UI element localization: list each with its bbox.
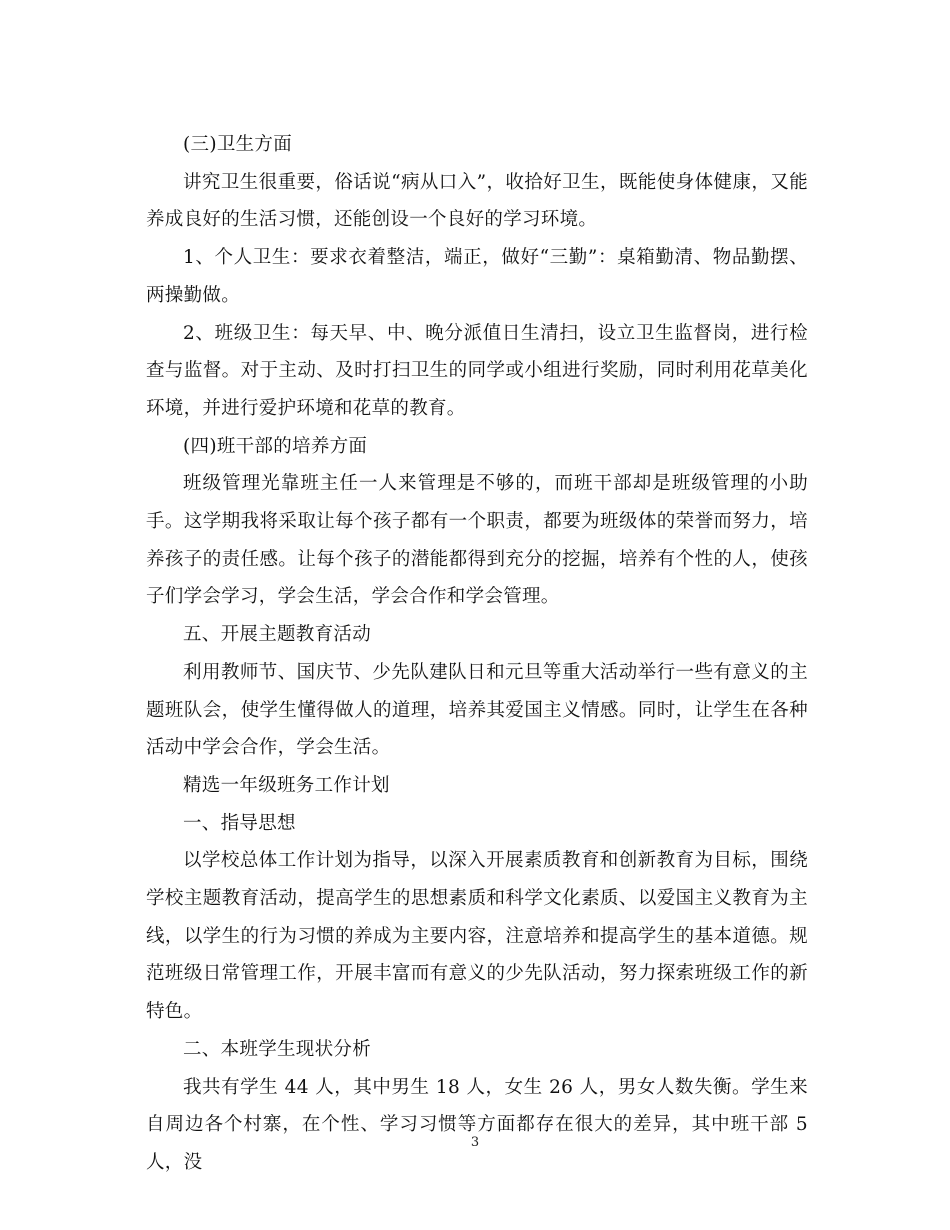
paragraph-class-hygiene: 2、班级卫生：每天早、中、晚分派值日生清扫，设立卫生监督岗，进行检查与监督。对于主动、及时打扫卫生的同学或小组进行奖励，同时利用花草美化环境，并进行爱护环境和花草的教育。 [146, 322, 808, 419]
section-heading-theme-activities: 五、开展主题教育活动 [183, 624, 372, 646]
paragraph-hygiene-intro: 讲究卫生很重要，俗话说“病从口入”，收拾好卫生，既能使身体健康，又能养成良好的生活习惯，还能创设一个良好的学习环境。 [146, 171, 808, 231]
paragraph-personal-hygiene: 1、个人卫生：要求衣着整洁，端正，做好“三勤”：桌箱勤清、物品勤摆、两操勤做。 [146, 247, 808, 306]
section-heading-class-cadres: (四)班干部的培养方面 [183, 435, 368, 457]
paragraph-guiding-ideology: 以学校总体工作计划为指导，以深入开展素质教育和创新教育为目标，围绕学校主题教育活动，提高学生的思想素质和科学文化素质、以爱国主义教育为主线，以学生的行为习惯的养成为主要内容，注意培养和提高学生的基本道德。规范班级日常管理工作，开展丰富而有意义的少先队活动，努力探索班级工作的新特色。 [146, 850, 808, 1023]
paragraph-theme-activities: 利用教师节、国庆节、少先队建队日和元旦等重大活动举行一些有意义的主题班队会，使学生懂得做人的道理，培养其爱国主义情感。同时，让学生在各种活动中学会合作，学会生活。 [146, 661, 808, 759]
document-subtitle: 精选一年级班务工作计划 [183, 774, 390, 796]
paragraph-student-analysis: 我共有学生 44 人，其中男生 18 人，女生 26 人，男女人数失衡。学生来自周边各个村寨，在个性、学习习惯等方面都存在很大的差异，其中班干部 5 人，没 [146, 1076, 808, 1173]
page-number: 3 [470, 1135, 480, 1150]
document-body [146, 126, 808, 1182]
section-heading-hygiene: (三)卫生方面 [183, 134, 293, 155]
section-heading-guiding-ideology: 一、指导思想 [183, 812, 296, 834]
paragraph-class-cadres: 班级管理光靠班主任一人来管理是不够的，而班干部却是班级管理的小助手。这学期我将采取让每个孩子都有一个职责，都要为班级体的荣誉而努力，培养孩子的责任感。让每个孩子的潜能都得到充分的挖掘，培养有个性的人，使孩子们学会学习，学会生活，学会合作和学会管理。 [146, 473, 808, 608]
section-heading-student-analysis: 二、本班学生现状分析 [183, 1038, 372, 1060]
